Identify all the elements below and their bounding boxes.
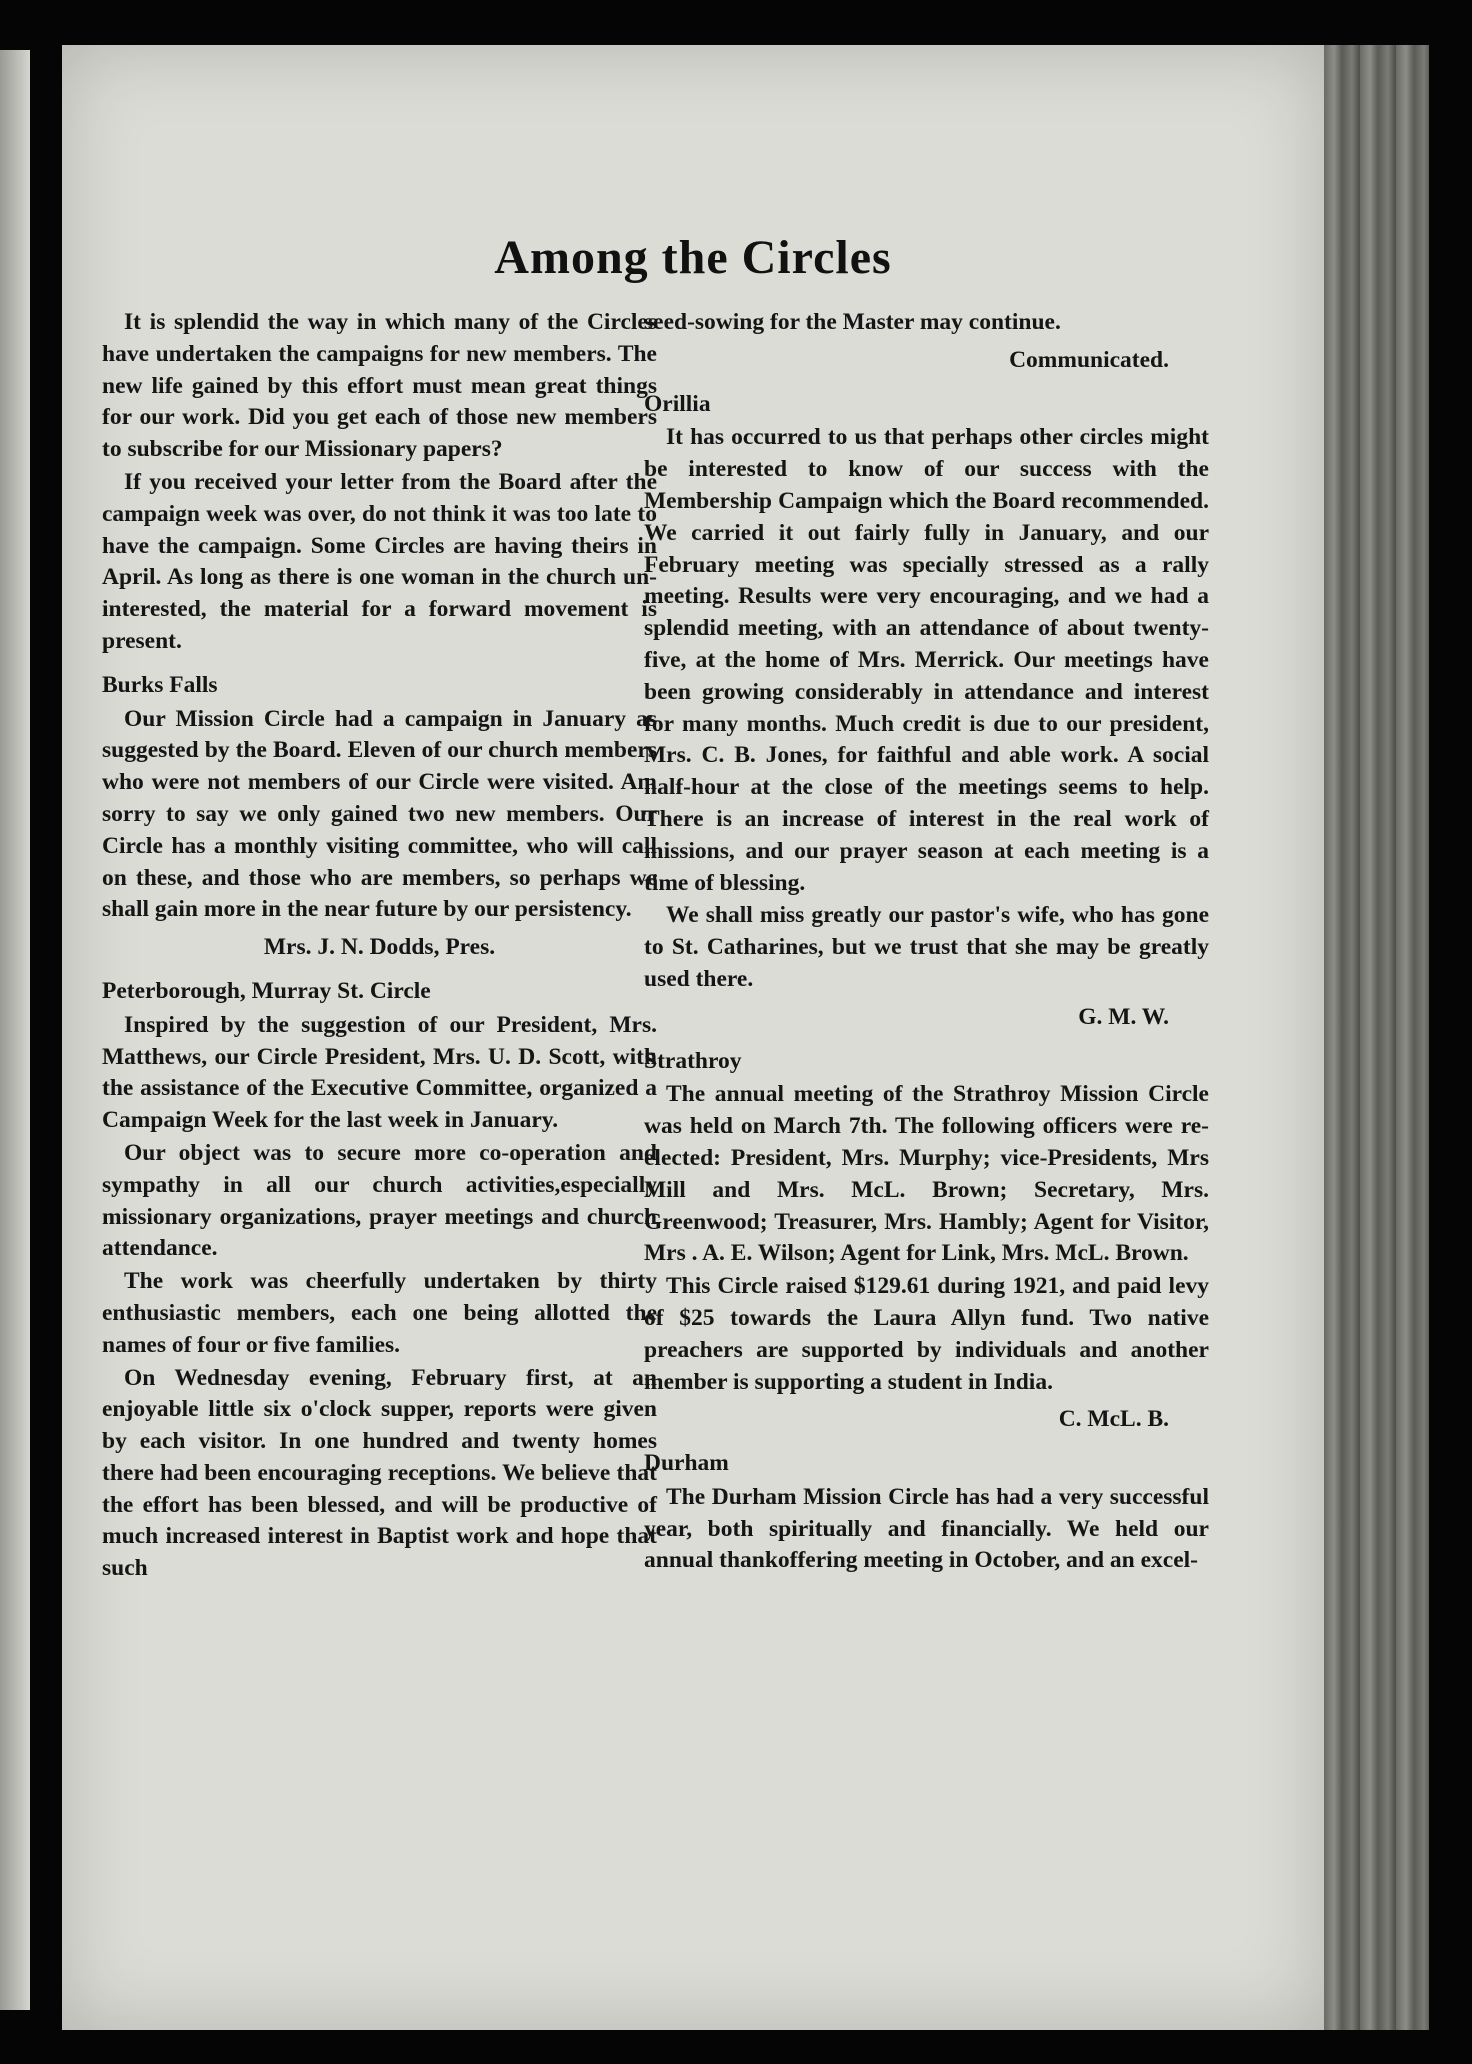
strathroy-paragraph-2: This Circle raised $129.61 during 1921, and paid levy of $25 towards the Laura Allyn fund. Two native preachers are supported by individuals and another member is supporting a student in India. bbox=[644, 1273, 1209, 1395]
strathroy-signature: C. McL. B. bbox=[1058, 1406, 1169, 1433]
peterborough-paragraph-1: Inspired by the suggestion of our President, Mrs. Matthews, our Circle President, Mrs. U. D. Scott, with the assistance of the Executive Committee, organized a Campaign Week for the last week in January. bbox=[102, 1011, 657, 1134]
orillia-signature: G. M. W. bbox=[1078, 1003, 1169, 1030]
communicated-signature: Communicated. bbox=[1009, 346, 1169, 373]
left-column bbox=[102, 307, 657, 1586]
peterborough-paragraph-2: Our object was to secure more co-operation and sympathy in all our church activities,especially missionary organizations, prayer meetings and church attendance. bbox=[102, 1139, 657, 1262]
orillia-paragraph-2: We shall miss greatly our pastor's wife, who has gone to St. Catharines, but we trust that she may be greatly used there. bbox=[644, 902, 1209, 992]
intro-paragraph-2: If you received your letter from the Board after the campaign week was over, do not think it was too late to have the campaign. Some Circles are having theirs in April. As long as there is one woman in the church un-interested, the material for a forward movement is present. bbox=[102, 468, 657, 654]
magazine-page bbox=[62, 45, 1324, 2030]
section-heading-durham: Durham bbox=[644, 1450, 729, 1477]
peterborough-paragraph-4: On Wednesday evening, February first, at an enjoyable little six o'clock supper, reports were given by each visitor. In one hundred and twenty homes there had been encouraging receptions. We believe that the effort has been blessed, and will be productive of much increased interest in Baptist work and hope that such bbox=[102, 1364, 657, 1582]
adjacent-page-edge bbox=[0, 50, 30, 2010]
burks-falls-signature: Mrs. J. N. Dodds, Pres. bbox=[263, 934, 496, 961]
section-heading-orillia: Orillia bbox=[644, 390, 711, 417]
page-masthead: Among the Circles bbox=[494, 231, 892, 284]
section-heading-strathroy: Strathroy bbox=[644, 1047, 742, 1074]
strathroy-paragraph-1: The annual meeting of the Strathroy Mission Circle was held on March 7th. The following officers were re-elected: President, Mrs. Murphy; vice-Presidents, Mrs Mill and Mrs. McL. Brown; Secretary, Mrs. Greenwood; Treasurer, Mrs. Hambly; Agent for Visitor, Mrs . A. E. Wilson; Agent for Link, Mrs. McL. Brown. bbox=[644, 1081, 1209, 1267]
right-column bbox=[644, 307, 1209, 1578]
peterborough-paragraph-3: The work was cheerfully undertaken by thirty enthusiastic members, each one being allotted the names of four or five families. bbox=[102, 1268, 657, 1358]
durham-body: The Durham Mission Circle has had a very successful year, both spiritually and financially. We held our annual thankoffering meeting in October, and an excel- bbox=[644, 1483, 1209, 1574]
burks-falls-body: Our Mission Circle had a campaign in January as suggested by the Board. Eleven of our church members who were not members of our Circle were visited. Am sorry to say we only gained two new members. Our Circle has a monthly visiting committee, who will call on these, and those who are members, so perhaps we shall gain more in the near future by our persistency. bbox=[102, 705, 657, 923]
continued-paragraph: seed-sowing for the Master may continue. bbox=[644, 309, 1061, 335]
intro-paragraph-1: It is splendid the way in which many of the Circles have undertaken the campaigns for new members. The new life gained by this effort must mean great things for our work. Did you get each of those new members to subscribe for our Missionary papers? bbox=[102, 309, 657, 463]
section-heading-burks-falls: Burks Falls bbox=[102, 671, 218, 698]
orillia-paragraph-1: It has occurred to us that perhaps other circles might be interested to know of our success with the Membership Campaign which the Board recommended. We carried it out fairly fully in January, and our February meeting was specially stressed as a rally meeting. Results were very encouraging, and we had a splendid meeting, with an attendance of about twenty-five, at the home of Mrs. Merrick. Our meetings have been growing considerably in attendance and interest for many months. Much credit is due to our president, Mrs. C. B. Jones, for faithful and able work. A social half-hour at the close of the meetings seems to help. There is an increase of interest in the real work of missions, and our prayer season at each meeting is a time of blessing. bbox=[644, 424, 1209, 896]
section-heading-peterborough: Peterborough, Murray St. Circle bbox=[102, 977, 431, 1004]
book-spine-edge bbox=[1324, 45, 1429, 2030]
